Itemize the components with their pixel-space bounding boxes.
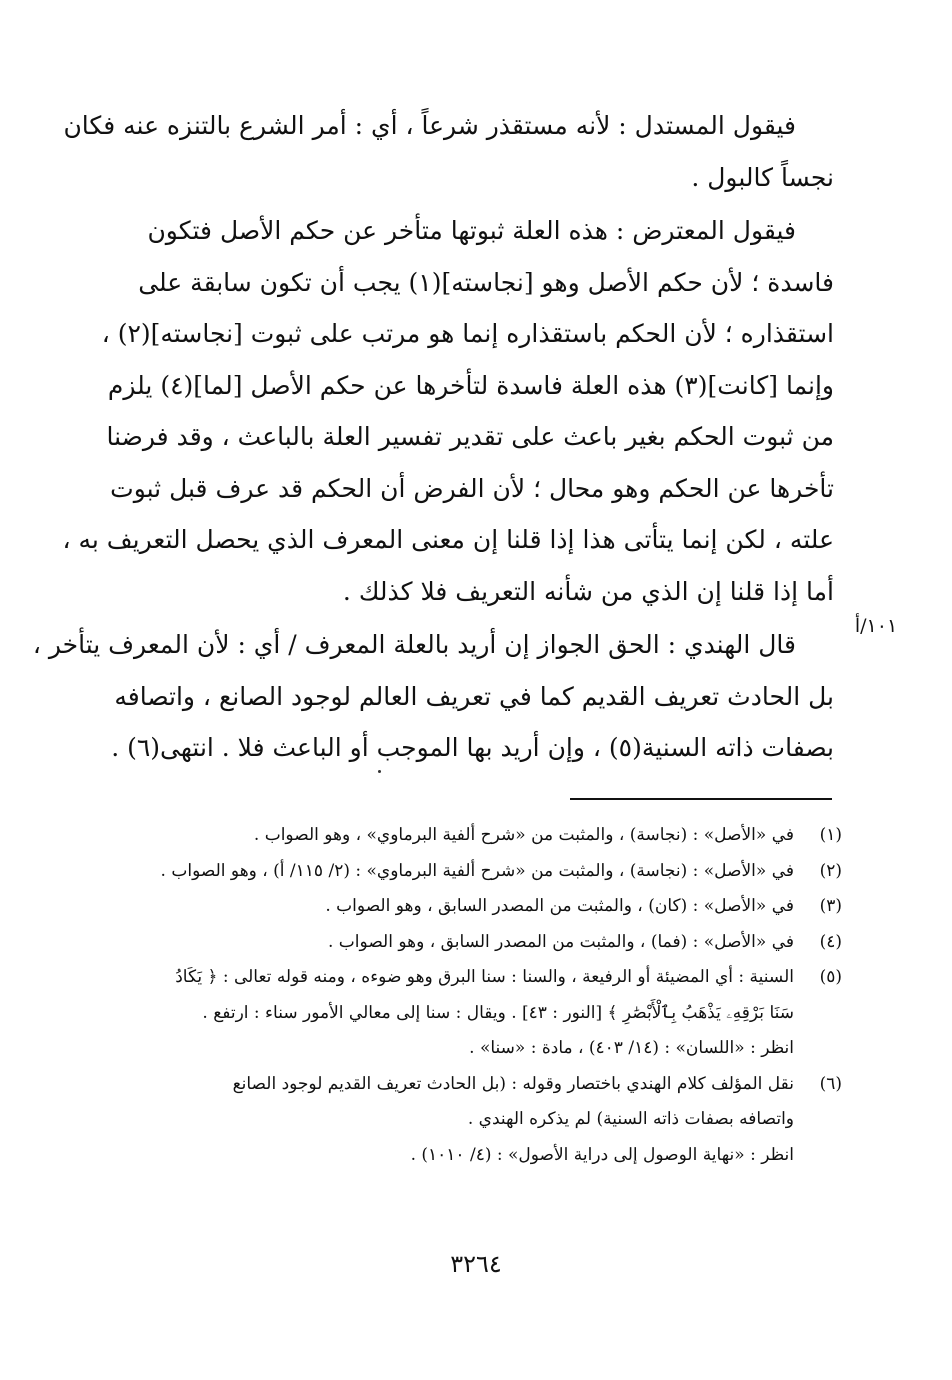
page-number: ٣٢٦٤ (450, 1250, 502, 1278)
footnote-text: سَنَا بَرْقِهِۦ يَذْهَبُ بِٱلْأَبْصَٰرِ ﴾ [النور : ٤٣] . ويقال : سنا إلى معالي الأمور سناء : ارتفع . (202, 1002, 794, 1023)
footnote (130, 925, 842, 961)
paragraph-3 (32, 619, 834, 774)
paragraph-2 (62, 205, 834, 617)
footnote (130, 854, 842, 890)
footnote-text: في «الأصل» : (نجاسة) ، والمثبت من «شرح ألفية البرماوي» ، وهو الصواب . (253, 825, 794, 845)
footnote-number: (٦) (819, 1073, 842, 1094)
footnote (130, 889, 842, 925)
footnote (130, 960, 842, 1067)
manuscript-folio-marker: ١٠١/أ (854, 615, 898, 637)
footnote-number: (٥) (819, 967, 842, 987)
text-line: تأخرها عن الحكم وهو محال ؛ لأن الفرض أن الحكم قد عرف قبل ثبوت (110, 473, 834, 503)
footnote-text: نقل المؤلف كلام الهندي باختصار وقوله : (بل الحادث تعريف القديم لوجود الصانع (232, 1073, 794, 1094)
text-line: بل الحادث تعريف القديم كما في تعريف العالم لوجود الصانع ، واتصافه (114, 681, 834, 711)
footnote-number: (٢) (819, 860, 842, 881)
footnote-number: (٤) (819, 931, 842, 952)
footnote-text: السنية : أي المضيئة أو الرفيعة ، والسنا : سنا البرق وهو ضوءه ، ومنه قوله تعالى : ﴿ يَكَادُ (175, 967, 794, 987)
footnote-number: (٣) (819, 896, 842, 916)
footnotes (130, 818, 842, 1173)
text-line: علته ، لكن إنما يتأتى هذا إذا قلنا إن معنى المعرف الذي يحصل التعريف به ، (62, 525, 834, 554)
text-line: فيقول المستدل : لأنه مستقذر شرعاً ، أي : أمر الشرع بالتنزه عنه فكان (63, 111, 796, 140)
footnote-text: في «الأصل» : (كان) ، والمثبت من المصدر السابق ، وهو الصواب . (325, 896, 794, 916)
paragraph-1 (63, 100, 834, 203)
text-line: فيقول المعترض : هذه العلة ثبوتها متأخر عن حكم الأصل فتكون (147, 216, 796, 245)
footnote (130, 818, 842, 854)
text-line: بصفات ذاته السنية(٥) ، وإن أريد بها الموجب أو الباعث فلا . انتهى(٦) . (111, 733, 834, 762)
footnote-text: انظر : «نهاية الوصول إلى دراية الأصول» : (٤/ ١٠١٠) . (410, 1144, 794, 1165)
text-line: أما إذا قلنا إن الذي من شأنه التعريف فلا كذلك . (342, 576, 834, 606)
stray-mark (378, 770, 381, 773)
text-line: استقذاره ؛ لأن الحكم باستقذاره إنما هو مرتب على ثبوت [نجاسته](٢) ، (101, 319, 834, 348)
footnote-number: (١) (819, 825, 842, 845)
main-text (32, 100, 834, 774)
footnote-text: في «الأصل» : (نجاسة) ، والمثبت من «شرح ألفية البرماوي» : (٢/ ١١٥/ أ) ، وهو الصواب . (160, 860, 794, 881)
footnote-text: واتصافه بصفات ذاته السنية) لم يذكره الهندي . (467, 1109, 794, 1129)
text-line: فاسدة ؛ لأن حكم الأصل وهو [نجاسته](١) يجب أن تكون سابقة على (138, 267, 834, 297)
text-line: نجساً كالبول . (691, 162, 834, 192)
footnote-text: في «الأصل» : (فما) ، والمثبت من المصدر السابق ، وهو الصواب . (328, 931, 794, 952)
text-line: من ثبوت الحكم بغير باعث على تقدير تفسير العلة بالباعث ، وقد فرضنا (106, 422, 834, 451)
footnote-text: انظر : «اللسان» : (١٤/ ٤٠٣) ، مادة : «سنا» . (469, 1038, 794, 1058)
footnote (130, 1067, 842, 1174)
text-line: قال الهندي : الحق الجواز إن أريد بالعلة المعرف / أي : لأن المعرف يتأخر ، (32, 630, 796, 659)
text-line: وإنما [كانت](٣) هذه العلة فاسدة لتأخرها عن حكم الأصل [لما](٤) يلزم (107, 370, 834, 400)
footnote-separator (570, 798, 832, 800)
